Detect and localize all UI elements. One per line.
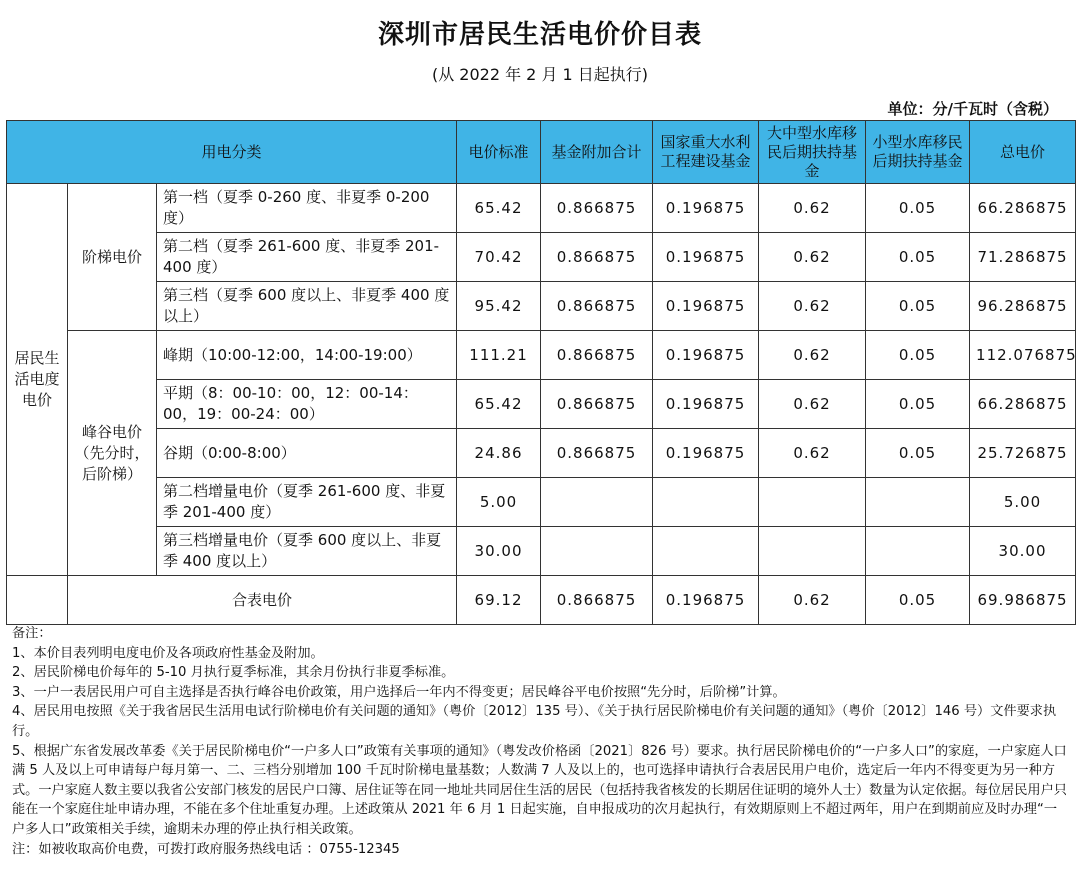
- group-tier-cell: 阶梯电价: [68, 184, 157, 331]
- row-small: 0.05: [866, 233, 970, 282]
- row-large: 0.62: [759, 429, 866, 478]
- row-total: 5.00: [970, 478, 1076, 527]
- table-row: [7, 233, 1076, 282]
- page-title: 深圳市居民生活电价价目表: [377, 20, 702, 50]
- row-national: 0.196875: [653, 233, 759, 282]
- note-item: 1、本价目表列明电度电价及各项政府性基金及附加。: [12, 645, 324, 661]
- table-row: [7, 380, 1076, 429]
- row-total: 112.076875: [970, 331, 1076, 380]
- row-total: 66.286875: [970, 380, 1076, 429]
- row-desc: 峰期（10:00-12:00，14:00-19:00）: [157, 331, 457, 380]
- table-row: [7, 184, 1076, 233]
- row-desc: 谷期（0:00-8:00）: [157, 429, 457, 478]
- row-large: [759, 527, 866, 576]
- table-row: [7, 527, 1076, 576]
- header-price: 电价标准: [457, 121, 541, 184]
- row-fund: [541, 527, 653, 576]
- note-item: 2、居民阶梯电价每年的 5-10 月执行夏季标准，其余月份执行非夏季标准。: [12, 665, 455, 681]
- price-table: [6, 120, 1076, 625]
- row-large: 0.62: [759, 282, 866, 331]
- row-fund: 0.866875: [541, 233, 653, 282]
- row-small: [866, 478, 970, 527]
- row-price: 65.42: [457, 184, 541, 233]
- row-national: 0.196875: [653, 429, 759, 478]
- combined-blank-cell: [7, 576, 68, 625]
- row-national: 0.196875: [653, 184, 759, 233]
- row-small: 0.05: [866, 331, 970, 380]
- row-fund: [541, 478, 653, 527]
- header-total: 总电价: [970, 121, 1076, 184]
- row-price: 95.42: [457, 282, 541, 331]
- row-price: 24.86: [457, 429, 541, 478]
- header-national-fund: 国家重大水利工程建设基金: [653, 121, 759, 184]
- main-category-cell: 居民生活电度电价: [7, 184, 68, 576]
- combined-label: 合表电价: [68, 576, 457, 625]
- row-small: 0.05: [866, 184, 970, 233]
- notes-heading: 备注：: [12, 626, 52, 641]
- header-row: [7, 121, 1076, 184]
- table-row: [7, 429, 1076, 478]
- header-fund-total: 基金附加合计: [541, 121, 653, 184]
- row-fund: 0.866875: [541, 429, 653, 478]
- row-fund: 0.866875: [541, 331, 653, 380]
- row-desc: 第三档（夏季 600 度以上、非夏季 400 度以上）: [157, 282, 457, 331]
- row-desc: 平期（8：00-10：00，12：00-14：00，19：00-24：00）: [157, 380, 457, 429]
- row-total: 66.286875: [970, 184, 1076, 233]
- row-small: 0.05: [866, 429, 970, 478]
- row-desc: 第一档（夏季 0-260 度、非夏季 0-200 度）: [157, 184, 457, 233]
- header-small-reservoir: 小型水库移民后期扶持基金: [866, 121, 970, 184]
- row-large: 0.62: [759, 184, 866, 233]
- row-total: 71.286875: [970, 233, 1076, 282]
- table-row: [7, 331, 1076, 380]
- table-row: [7, 478, 1076, 527]
- combined-row: [7, 576, 1076, 625]
- page-subtitle: (从 2022 年 2 月 1 日起执行): [431, 65, 649, 84]
- row-total: 25.726875: [970, 429, 1076, 478]
- row-large: 0.62: [759, 233, 866, 282]
- combined-national: 0.196875: [653, 576, 759, 625]
- row-national: 0.196875: [653, 331, 759, 380]
- row-fund: 0.866875: [541, 282, 653, 331]
- row-national: 0.196875: [653, 282, 759, 331]
- row-price: 5.00: [457, 478, 541, 527]
- row-national: 0.196875: [653, 380, 759, 429]
- row-small: 0.05: [866, 380, 970, 429]
- table-row: [7, 282, 1076, 331]
- row-large: 0.62: [759, 380, 866, 429]
- note-item: 5、根据广东省发展改革委《关于居民阶梯电价“一户多人口”政策有关事项的通知》（粤发改价格函〔2021〕826 号）要求。执行居民阶梯电价的“一户多人口”的家庭，一户家庭人口满 5 人及以上可申请每户每月第一、二、三档分别增加 100 千瓦时阶梯电量基数；人数满 7 人及以上的，也可选择申请执行合表居民用户电价，选定后一年内不得变更为另一种方式。一户家庭人数主要以我省公安部门核发的居民户口簿、居住证等在同一地址共同居住生活的居民（包括持我省核发的长期居住证明的境外人士）数量为认定依据。每位居民用户只能在一个家庭住址申请办理，不能在多个住址重复办理。上述政策从 2021 年 6 月 1 日起实施，自申报成功的次月起执行，有效期原则上不超过两年，用户在到期前应及时办理“一户多人口”政策相关手续，逾期未办理的停止执行相关政策。: [12, 743, 1067, 837]
- row-desc: 第二档增量电价（夏季 261-600 度、非夏季 201-400 度）: [157, 478, 457, 527]
- row-desc: 第三档增量电价（夏季 600 度以上、非夏季 400 度以上）: [157, 527, 457, 576]
- row-large: [759, 478, 866, 527]
- combined-small: 0.05: [866, 576, 970, 625]
- combined-total: 69.986875: [970, 576, 1076, 625]
- row-total: 96.286875: [970, 282, 1076, 331]
- row-total: 30.00: [970, 527, 1076, 576]
- group-peak-valley-cell: 峰谷电价（先分时，后阶梯）: [68, 331, 157, 576]
- unit-label: 单位：分/千瓦时（含税）: [887, 100, 1058, 118]
- note-item: 3、一户一表居民用户可自主选择是否执行峰谷电价政策，用户选择后一年内不得变更；居民峰谷平电价按照“先分时，后阶梯”计算。: [12, 684, 786, 700]
- combined-large: 0.62: [759, 576, 866, 625]
- row-desc: 第二档（夏季 261-600 度、非夏季 201-400 度）: [157, 233, 457, 282]
- row-price: 70.42: [457, 233, 541, 282]
- row-price: 111.21: [457, 331, 541, 380]
- row-small: [866, 527, 970, 576]
- row-national: [653, 527, 759, 576]
- hotline-note: 注：如被收取高价电费，可拨打政府服务热线电话 ：0755-12345: [12, 841, 400, 857]
- row-small: 0.05: [866, 282, 970, 331]
- header-category: 用电分类: [7, 121, 457, 184]
- combined-price: 69.12: [457, 576, 541, 625]
- row-price: 30.00: [457, 527, 541, 576]
- row-fund: 0.866875: [541, 380, 653, 429]
- row-large: 0.62: [759, 331, 866, 380]
- row-price: 65.42: [457, 380, 541, 429]
- header-large-reservoir: 大中型水库移民后期扶持基金: [759, 121, 866, 184]
- combined-fund: 0.866875: [541, 576, 653, 625]
- notes-section: [12, 624, 1067, 859]
- row-national: [653, 478, 759, 527]
- note-item: 4、居民用电按照《关于我省居民生活用电试行阶梯电价有关问题的通知》（粤价〔2012〕135 号）、《关于执行居民阶梯电价有关问题的通知》（粤价〔2012〕146 号）文件要求执行。: [12, 704, 1057, 739]
- row-fund: 0.866875: [541, 184, 653, 233]
